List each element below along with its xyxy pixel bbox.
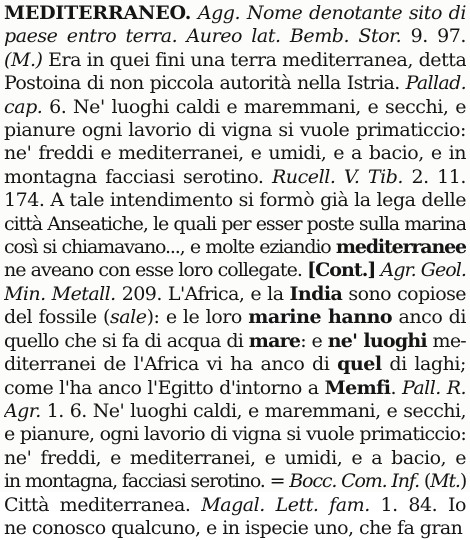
entry-text: diterranei de l'Africa vi ha anco di [4, 353, 338, 376]
entry-text: del fossile ( [4, 306, 110, 329]
entry-text: 209. L'Africa, e la [115, 282, 290, 305]
entry-line [4, 306, 466, 329]
citation-italic: Agr. Geol. [380, 259, 466, 282]
emphasis-bold: mediterranee [335, 236, 466, 259]
emphasis-bold: Memfi [324, 376, 391, 399]
emphasis-bold: marine hanno [248, 306, 393, 329]
entry-text: 6. Ne' luoghi caldi e maremmani, e secchi, e [42, 95, 466, 118]
citation-italic: Mt. [430, 470, 460, 493]
entry-text: me- [426, 329, 466, 352]
entry-line [4, 189, 466, 212]
dictionary-entry-mediterraneo [4, 2, 466, 540]
entry-line [4, 236, 466, 259]
entry-text: città Anseatiche, le quali per esser poste sulla marina [4, 212, 466, 235]
entry-text: 174. A tale intendimento si formò già la lega delle [4, 189, 466, 212]
entry-text: 9. 97. [401, 25, 466, 48]
entry-line [4, 25, 466, 48]
citation-italic: (M.) [4, 48, 43, 71]
entry-line [4, 96, 466, 119]
entry-text: pianure ogni lavorio di vigna si vuole primaticcio: [4, 119, 466, 142]
entry-line [4, 259, 466, 282]
entry-text: ne' freddi e mediterranei, e umidi, e a bacio, e in [4, 142, 466, 165]
citation-italic: Bocc. Com. Inf. [289, 470, 419, 493]
entry-text: anco di [392, 306, 466, 329]
entry-line [4, 423, 466, 446]
entry-line [4, 494, 466, 517]
entry-text: ne conosco qualcuno, e in ispecie uno, che fa gran [4, 516, 463, 539]
citation-italic: Pallad. [405, 72, 466, 95]
entry-text: ): e le loro [146, 306, 249, 329]
emphasis-bold: mare [248, 329, 301, 352]
entry-text: 1. 6. Ne' luoghi caldi, e maremmani, e secchi, [40, 399, 466, 422]
entry-line [4, 49, 466, 72]
entry-text: ) [459, 470, 466, 493]
entry-text: 1. 84. Io [369, 493, 466, 516]
entry-line [4, 470, 466, 493]
entry-text: : e [300, 329, 328, 352]
emphasis-bold: ne' luoghi [327, 329, 427, 352]
entry-text: quello che si fa di acqua di [4, 329, 249, 352]
citation-italic: Rucell. V. Tib. [271, 165, 404, 188]
entry-text: . [390, 376, 403, 399]
emphasis-bold: [Cont.] [307, 259, 376, 282]
entry-line [4, 353, 466, 376]
entry-text: e pianure, ogni lavorio di vigna si vuole primaticcio: [4, 423, 466, 446]
entry-text: 2. 11. [403, 165, 466, 188]
entry-line [4, 119, 466, 142]
entry-line [4, 517, 466, 540]
entry-text: in montagna, facciasi serotino. = [4, 470, 290, 493]
entry-text: Era in quei fini una terra mediterranea, detta [42, 48, 466, 71]
emphasis-bold: India [289, 282, 343, 305]
entry-line [4, 213, 466, 236]
entry-text: ( [418, 470, 431, 493]
entry-text: così si chiamavano..., e molte eziandio [4, 236, 336, 259]
entry-text: di laghi; [381, 353, 466, 376]
citation-italic: sale [109, 306, 147, 329]
entry-text: sono copiose [342, 282, 466, 305]
entry-text: ne' freddi, e mediterranei, e umidi, e a bacio, e [4, 446, 466, 469]
entry-line [4, 400, 466, 423]
entry-line [4, 283, 466, 306]
citation-italic: Pall. R. [402, 376, 466, 399]
citation-italic: cap. [4, 95, 43, 118]
entry-line [4, 330, 466, 353]
entry-line [4, 377, 466, 400]
citation-italic: Agr. [4, 399, 41, 422]
entry-text: come l'ha anco l'Egitto d'intorno a [4, 376, 325, 399]
emphasis-bold: quel [337, 353, 382, 376]
entry-text: ne aveano con esse loro collegate. [4, 259, 308, 282]
entry-line [4, 447, 466, 470]
headword: MEDITERRANEO. [4, 2, 192, 24]
citation-italic: Magal. Lett. fam. [201, 493, 370, 516]
entry-line [4, 2, 466, 25]
entry-text: Postoina di non piccola autorità nella Istria. [4, 72, 406, 95]
citation-italic: paese entro terra. Aureo lat. Bemb. Stor. [4, 25, 402, 48]
entry-line [4, 72, 466, 95]
entry-line [4, 166, 466, 189]
entry-text: montagna facciasi serotino. [4, 165, 272, 188]
citation-italic: Min. Metall. [4, 282, 116, 305]
entry-text [191, 2, 198, 24]
citation-italic: Agg. Nome denotante sito di [197, 2, 466, 24]
entry-text: Città mediterranea. [4, 493, 202, 516]
entry-line [4, 142, 466, 165]
